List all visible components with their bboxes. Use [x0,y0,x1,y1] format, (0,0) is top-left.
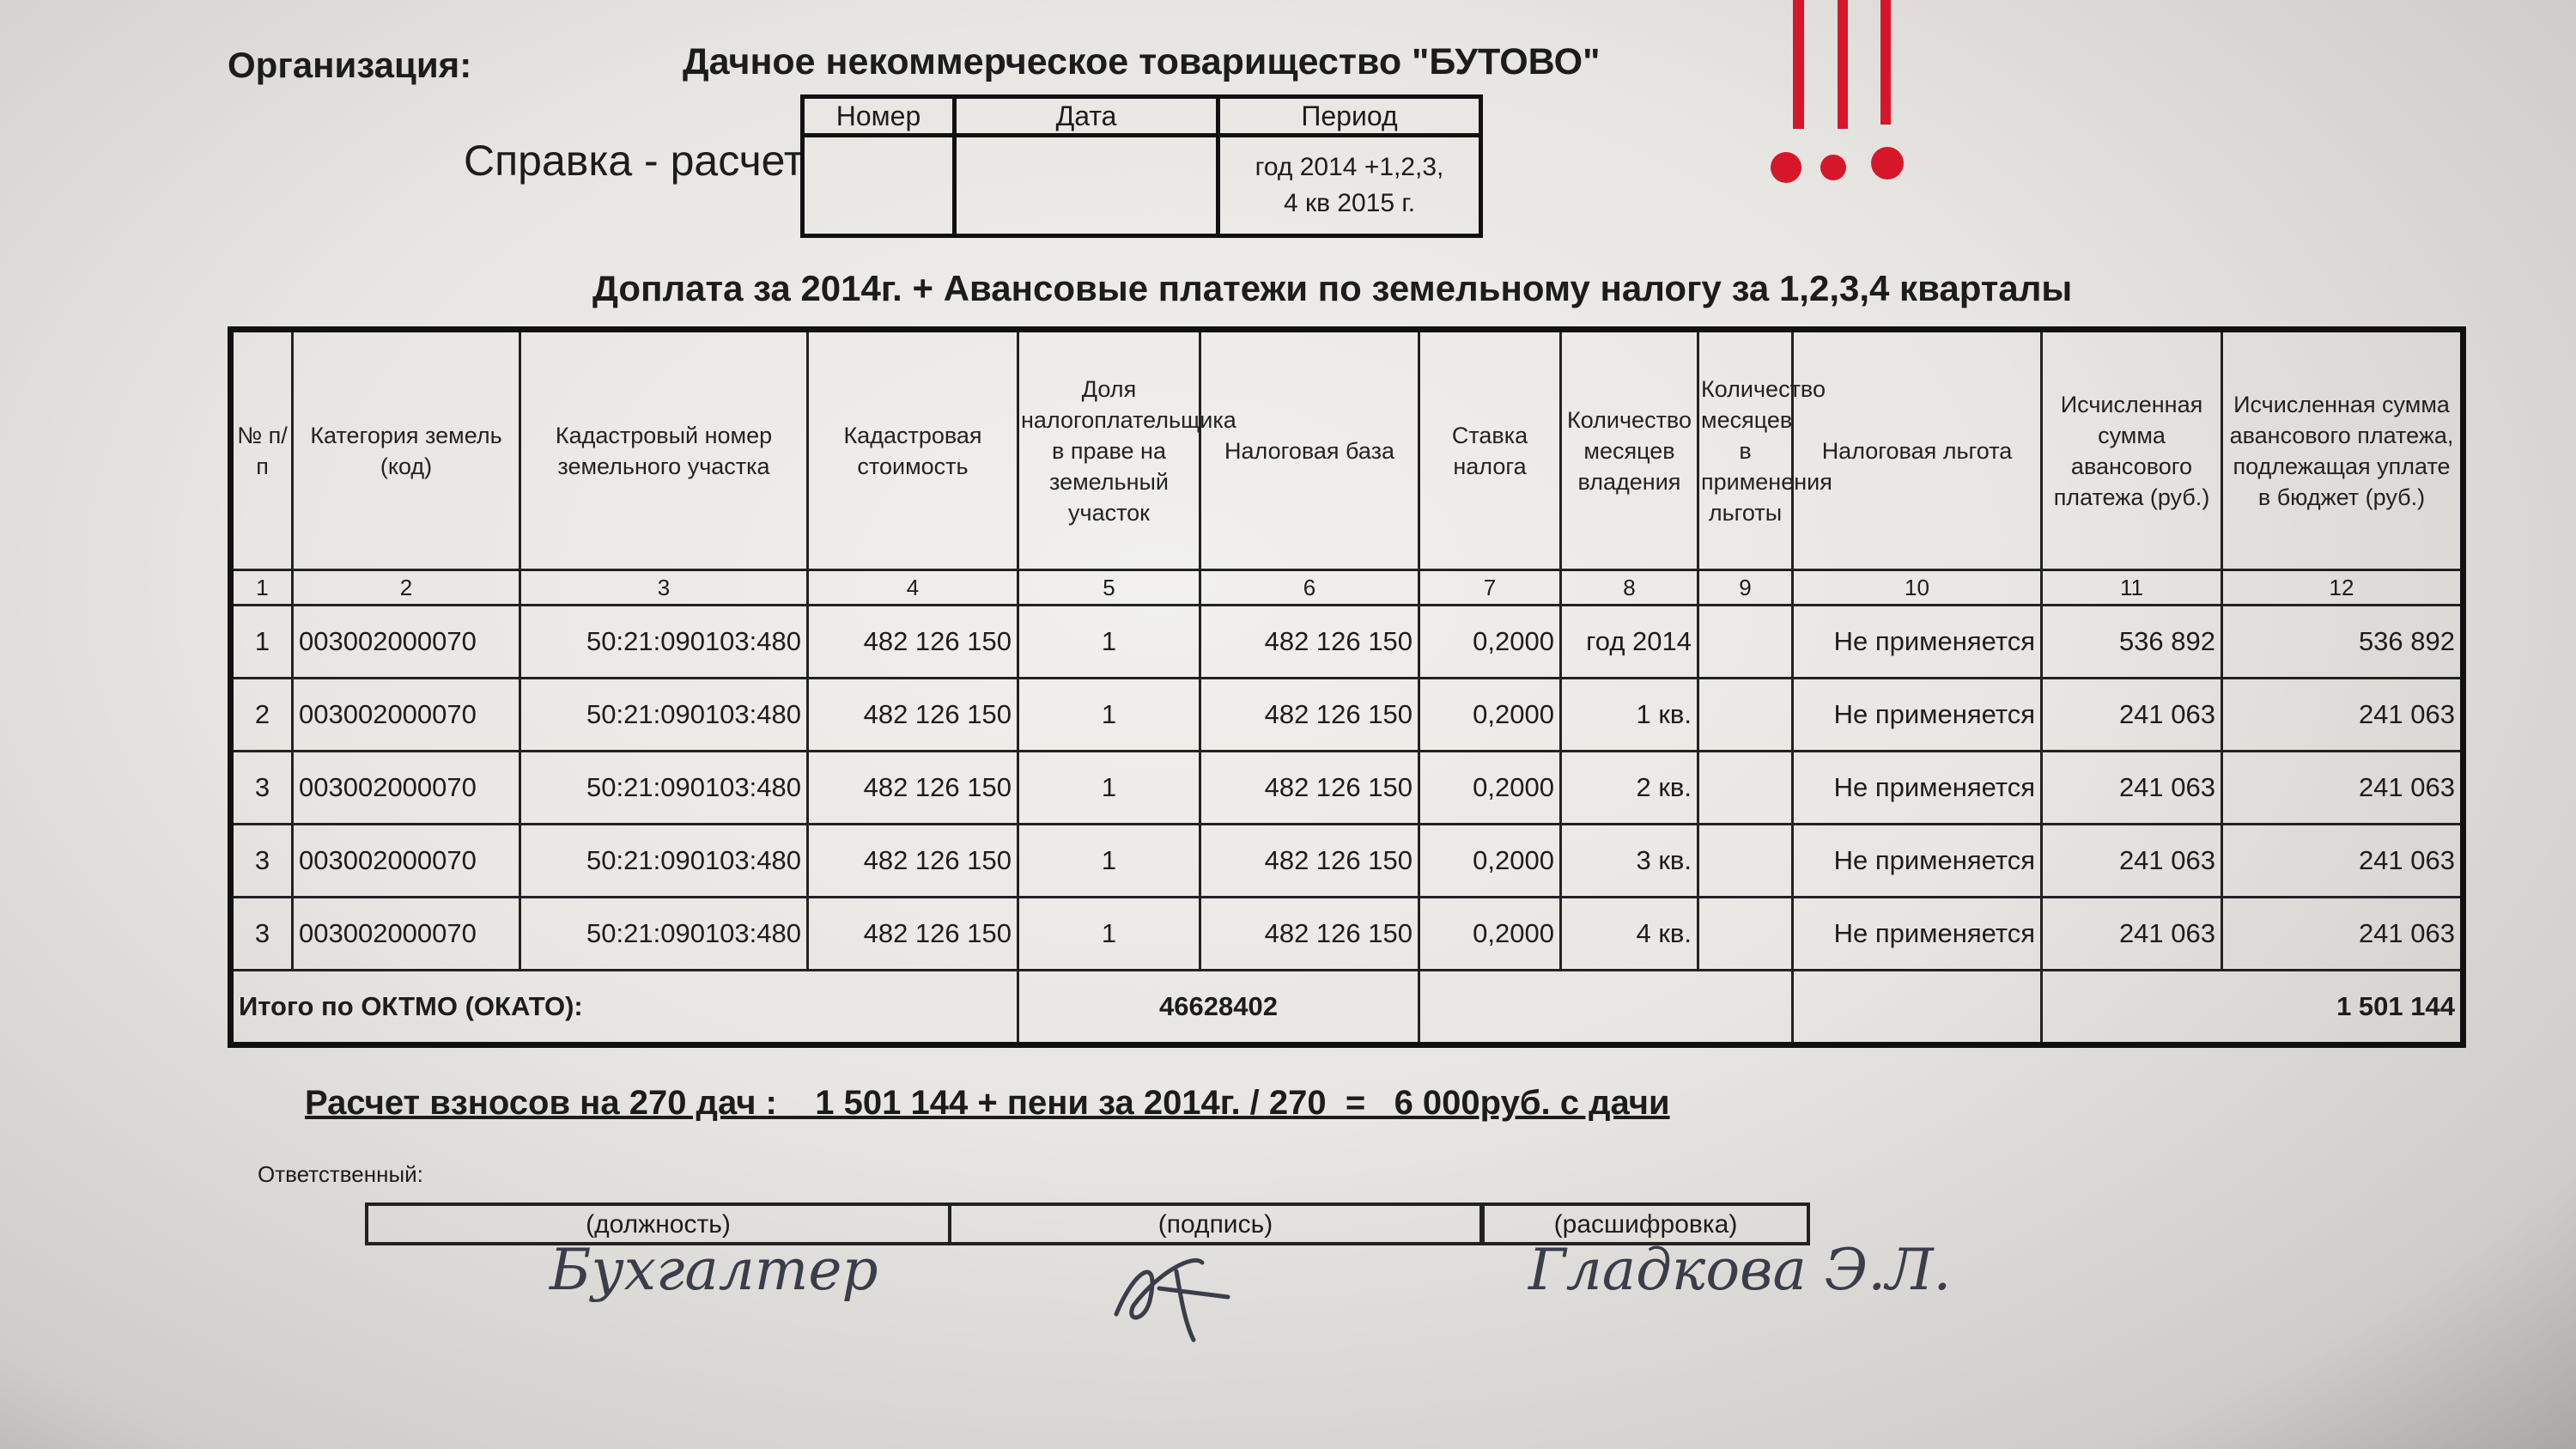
cell-num: 1 [231,606,293,679]
decode-field: (расшифровка) [1481,1202,1810,1245]
cell-months: 2 кв. [1561,752,1698,825]
cell-months: 4 кв. [1561,898,1698,971]
cell-benefit-months [1698,752,1793,825]
handwritten-name: Гладкова Э.Л. [1528,1237,1952,1303]
table-row [231,898,2464,971]
col-number: 1 [231,570,293,606]
cell-cost: 482 126 150 [808,606,1018,679]
cell-payable: 241 063 [2222,752,2464,825]
cell-rate: 0,2000 [1419,752,1561,825]
cell-base: 482 126 150 [1200,679,1419,752]
contribution-calculation: Расчет взносов на 270 дач : 1 501 144 + пени за 2014г. / 270 = 6 000руб. с дачи [305,1084,1670,1122]
cell-cadastral-number: 50:21:090103:480 [520,679,808,752]
cell-months: 3 кв. [1561,825,1698,898]
total-okato: 46628402 [1018,971,1419,1045]
position-field: (должность) [365,1202,951,1245]
col-number: 4 [808,570,1018,606]
cell-category: 003002000070 [293,898,520,971]
cell-cadastral-number: 50:21:090103:480 [520,825,808,898]
cell-category: 003002000070 [293,606,520,679]
cell-calculated: 536 892 [2042,606,2222,679]
col-number: 7 [1419,570,1561,606]
table-header-row [231,330,2464,570]
total-empty-benefit [1793,971,2042,1045]
certificate-title: Справка - расчет [464,137,804,185]
cell-base: 482 126 150 [1200,752,1419,825]
cell-category: 003002000070 [293,752,520,825]
organization-label: Организация: [228,45,472,85]
cell-benefit: Не применяется [1793,898,2042,971]
cell-share: 1 [1018,606,1200,679]
cell-payable: 536 892 [2222,606,2464,679]
table-subtitle: Доплата за 2014г. + Авансовые платежи по земельному налогу за 1,2,3,4 кварталы [592,268,2073,308]
cell-rate: 0,2000 [1419,679,1561,752]
col-number: 11 [2042,570,2222,606]
cell-benefit-months [1698,898,1793,971]
col-number: 5 [1018,570,1200,606]
cell-calculated: 241 063 [2042,825,2222,898]
total-empty [1419,971,1793,1045]
cell-calculated: 241 063 [2042,679,2222,752]
table-row [231,606,2464,679]
period-line-2: 4 кв 2015 г. [1283,189,1416,217]
header-tax-rate: Ставка налога [1419,330,1561,570]
period-header-period: Период [1218,97,1481,136]
cell-months: 1 кв. [1561,679,1698,752]
cell-num: 3 [231,752,293,825]
cell-share: 1 [1018,752,1200,825]
cell-share: 1 [1018,679,1200,752]
cell-cadastral-number: 50:21:090103:480 [520,898,808,971]
cell-cost: 482 126 150 [808,825,1018,898]
total-sum: 1 501 144 [2042,971,2464,1045]
cell-share: 1 [1018,825,1200,898]
header-num: № п/п [231,330,293,570]
cell-benefit-months [1698,606,1793,679]
period-date-value [955,136,1218,236]
cell-base: 482 126 150 [1200,606,1419,679]
total-label: Итого по ОКТМО (ОКАТО): [231,971,1018,1045]
red-exclamation-marks [1752,0,1949,198]
header-months: Количество месяцев владения [1561,330,1698,570]
period-table [800,94,1483,238]
table-row [231,679,2464,752]
cell-category: 003002000070 [293,825,520,898]
header-share: Доля налогоплательщика в праве на земельный участок [1018,330,1200,570]
handwritten-position: Бухгалтер [550,1237,878,1303]
cell-rate: 0,2000 [1419,606,1561,679]
header-benefit: Налоговая льгота [1793,330,2042,570]
period-line-1: год 2014 +1,2,3, [1255,153,1444,181]
col-number: 10 [1793,570,2042,606]
period-value [1218,136,1481,236]
cell-category: 003002000070 [293,679,520,752]
cell-rate: 0,2000 [1419,825,1561,898]
cell-benefit: Не применяется [1793,606,2042,679]
col-number: 6 [1200,570,1419,606]
cell-share: 1 [1018,898,1200,971]
cell-cost: 482 126 150 [808,898,1018,971]
table-row [231,825,2464,898]
header-category: Категория земель (код) [293,330,520,570]
header-cadastral-cost: Кадастровая стоимость [808,330,1018,570]
cell-benefit: Не применяется [1793,825,2042,898]
organization-name: Дачное некоммерческое товарищество "БУТОВО" [683,41,1601,82]
cell-base: 482 126 150 [1200,898,1419,971]
handwritten-signature [1099,1237,1245,1349]
column-number-row [231,570,2464,606]
responsible-label: Ответственный: [258,1161,423,1187]
tax-table-wrapper [228,326,2464,1044]
header-benefit-months: Количество месяцев в применения льготы [1698,330,1793,570]
header-tax-base: Налоговая база [1200,330,1419,570]
header-payable-sum: Исчисленная сумма авансового платежа, подлежащая уплате в бюджет (руб.) [2222,330,2464,570]
col-number: 3 [520,570,808,606]
period-header-number: Номер [803,97,955,136]
cell-months: год 2014 [1561,606,1698,679]
cell-num: 3 [231,898,293,971]
cell-num: 2 [231,679,293,752]
cell-cost: 482 126 150 [808,752,1018,825]
cell-benefit-months [1698,679,1793,752]
cell-benefit: Не применяется [1793,679,2042,752]
period-number-value [803,136,955,236]
cell-rate: 0,2000 [1419,898,1561,971]
cell-base: 482 126 150 [1200,825,1419,898]
col-number: 12 [2222,570,2464,606]
header-cadastral-number: Кадастровый номер земельного участка [520,330,808,570]
signature-field: (подпись) [948,1202,1483,1245]
cell-num: 3 [231,825,293,898]
cell-benefit-months [1698,825,1793,898]
table-row [231,752,2464,825]
total-row [231,971,2464,1045]
cell-cadastral-number: 50:21:090103:480 [520,606,808,679]
cell-calculated: 241 063 [2042,898,2222,971]
cell-cadastral-number: 50:21:090103:480 [520,752,808,825]
cell-calculated: 241 063 [2042,752,2222,825]
col-number: 2 [293,570,520,606]
col-number: 8 [1561,570,1698,606]
period-header-date: Дата [955,97,1218,136]
cell-cost: 482 126 150 [808,679,1018,752]
cell-payable: 241 063 [2222,679,2464,752]
cell-payable: 241 063 [2222,825,2464,898]
col-number: 9 [1698,570,1793,606]
cell-benefit: Не применяется [1793,752,2042,825]
tax-table [228,326,2466,1048]
cell-payable: 241 063 [2222,898,2464,971]
header-calculated-sum: Исчисленная сумма авансового платежа (руб.) [2042,330,2222,570]
